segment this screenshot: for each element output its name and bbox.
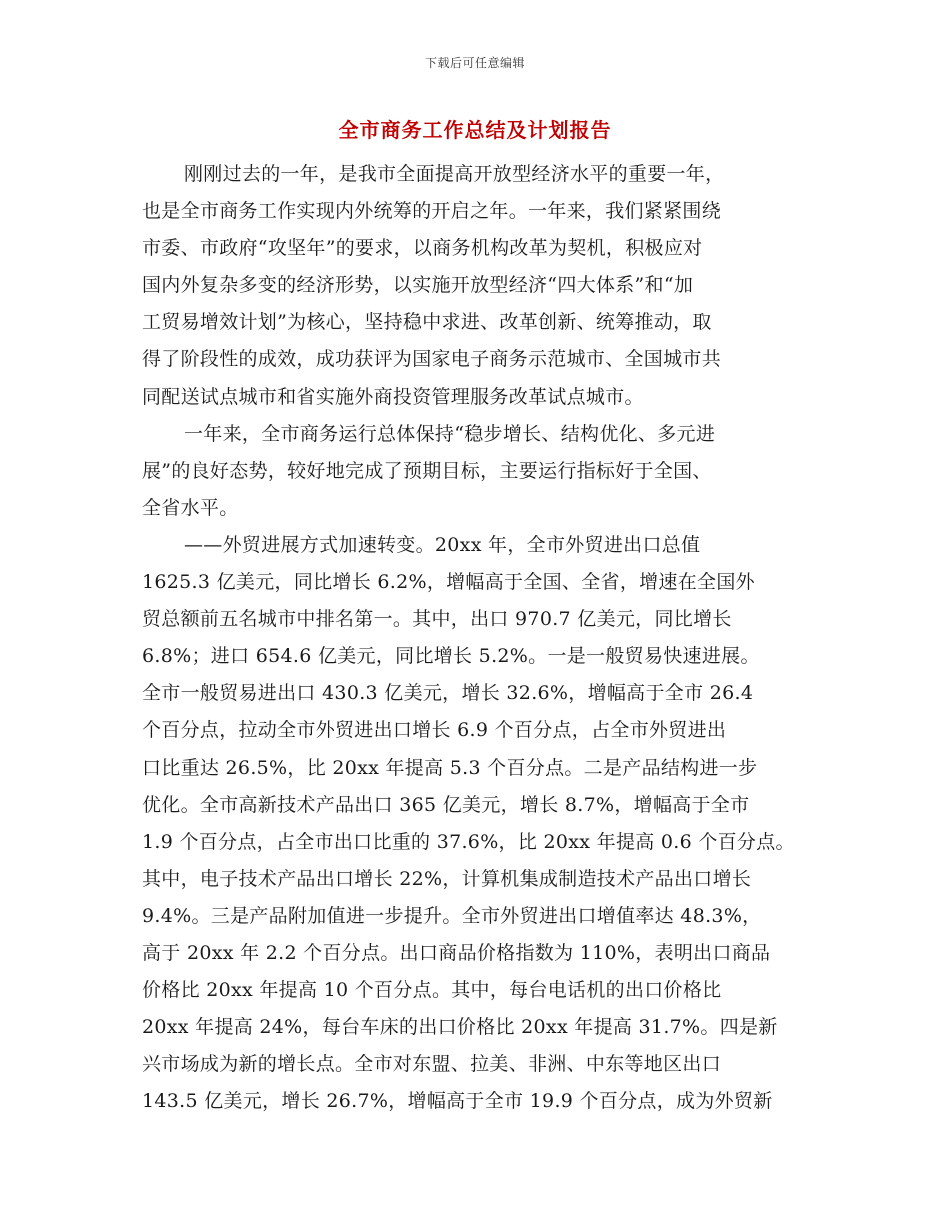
- body-line: 143.5 亿美元，增长 26.7%，增幅高于全市 19.9 个百分点，成为外贸新: [142, 1090, 773, 1113]
- body-line: 1.9 个百分点，占全市出口比重的 37.6%，比 20xx 年提高 0.6 个百分点。: [142, 830, 795, 853]
- body-line: 同配送试点城市和省实施外商投资管理服务改革试点城市。: [142, 385, 644, 408]
- body-line: 其中，电子技术产品出口增长 22%，计算机集成制造技术产品出口增长: [142, 867, 752, 890]
- body-line: 也是全市商务工作实现内外统筹的开启之年。一年来，我们紧紧围绕: [142, 200, 722, 223]
- body-line: 20xx 年提高 24%，每台车床的出口价格比 20xx 年提高 31.7%。四是新: [142, 1016, 778, 1039]
- body-line: 工贸易增效计划”为核心，坚持稳中求进、改革创新、统筹推动，取: [142, 311, 712, 334]
- body-line: 9.4%。三是产品附加值进一步提升。全市外贸进出口增值率达 48.3%，: [142, 904, 762, 927]
- document-body: [142, 156, 832, 1120]
- body-line: 一年来，全市商务运行总体保持“稳步增长、结构优化、多元进: [184, 422, 716, 445]
- body-line: ——外贸进展方式加速转变。20xx 年，全市外贸进出口总值: [184, 533, 701, 556]
- document-title: 全市商务工作总结及计划报告: [338, 118, 612, 142]
- body-line: 得了阶段性的成效，成功获评为国家电子商务示范城市、全国城市共: [142, 348, 722, 371]
- body-line: 口比重达 26.5%，比 20xx 年提高 5.3 个百分点。二是产品结构进一步: [142, 756, 758, 779]
- body-line: 个百分点，拉动全市外贸进出口增长 6.9 个百分点，占全市外贸进出: [142, 719, 727, 742]
- page-header-note: 下载后可任意编辑: [424, 56, 525, 70]
- body-line: 1625.3 亿美元，同比增长 6.2%，增幅高于全国、全省，增速在全国外: [142, 571, 755, 594]
- body-line: 6.8%；进口 654.6 亿美元，同比增长 5.2%。一是一般贸易快速进展。: [142, 645, 760, 668]
- body-line: 兴市场成为新的增长点。全市对东盟、拉美、非洲、中东等地区出口: [142, 1053, 722, 1076]
- body-line: 高于 20xx 年 2.2 个百分点。出口商品价格指数为 110%，表明出口商品: [142, 941, 771, 964]
- body-line: 市委、市政府“攻坚年”的要求，以商务机构改革为契机，积极应对: [142, 237, 703, 260]
- body-line: 优化。全市高新技术产品出口 365 亿美元，增长 8.7%，增幅高于全市: [142, 793, 750, 816]
- body-line: 价格比 20xx 年提高 10 个百分点。其中，每台电话机的出口价格比: [142, 979, 722, 1002]
- body-line: 展”的良好态势，较好地完成了预期目标，主要运行指标好于全国、: [142, 459, 712, 482]
- body-line: 贸总额前五名城市中排名第一。其中，出口 970.7 亿美元，同比增长: [142, 608, 732, 631]
- body-line: 刚刚过去的一年，是我市全面提高开放型经济水平的重要一年，: [184, 163, 725, 185]
- body-line: 全市一般贸易进出口 430.3 亿美元，增长 32.6%，增幅高于全市 26.4: [142, 682, 754, 705]
- body-line: 国内外复杂多变的经济形势，以实施开放型经济“四大体系”和“加: [142, 274, 694, 297]
- body-line: 全省水平。: [142, 496, 239, 519]
